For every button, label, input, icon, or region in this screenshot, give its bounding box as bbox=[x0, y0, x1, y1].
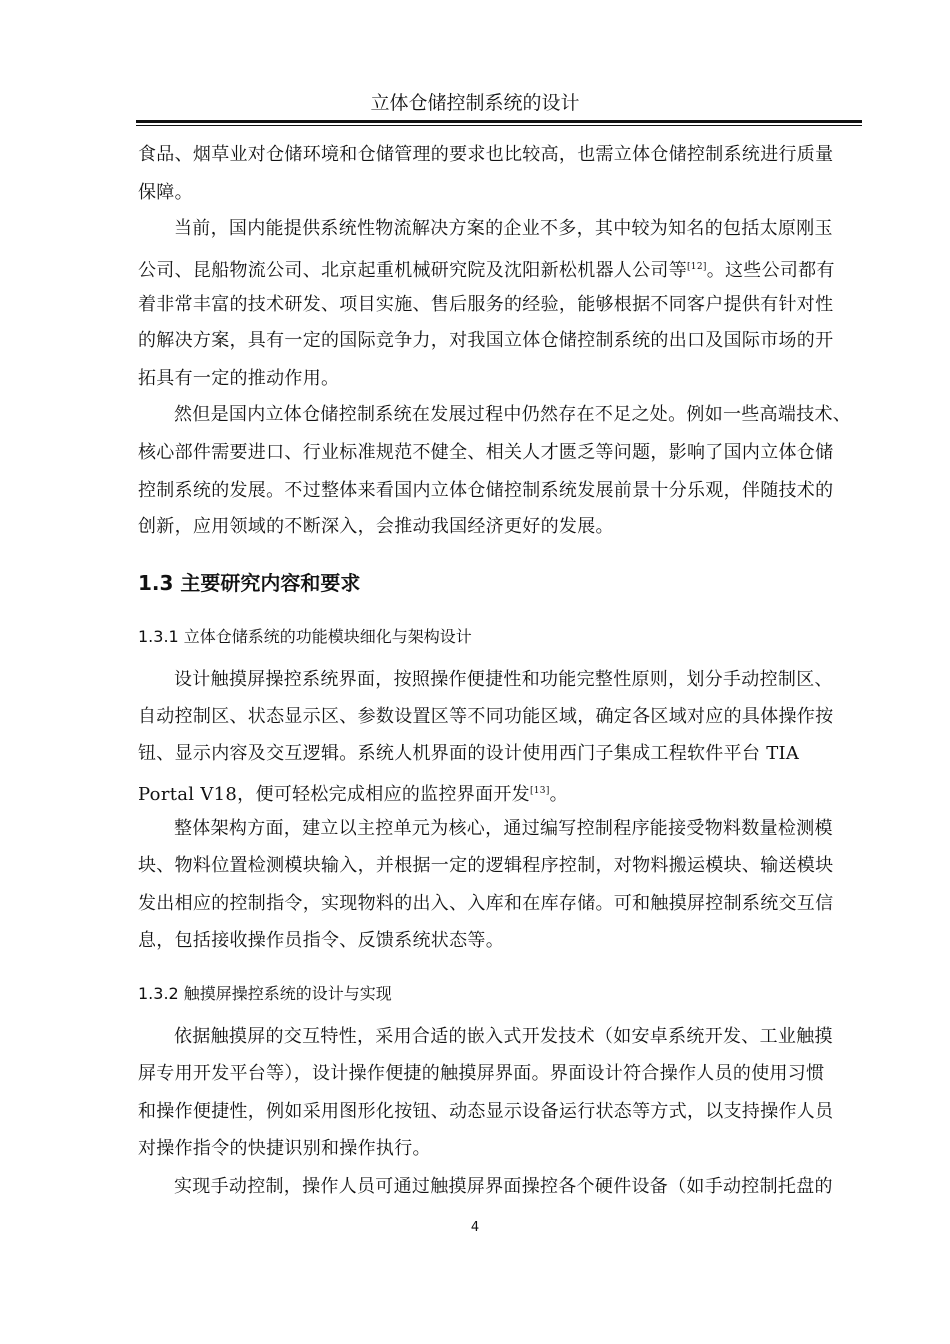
page-number: 4 bbox=[470, 1220, 480, 1235]
header-rule-thick bbox=[136, 120, 862, 123]
text-line: 拓具有一定的推动作用。 bbox=[138, 368, 340, 389]
text-line: 控制系统的发展。不过整体来看国内立体仓储控制系统发展前景十分乐观，伴随技术的 bbox=[138, 480, 834, 501]
text: 公司、昆船物流公司、北京起重机械研究院及沈阳新松机器人公司等 bbox=[138, 260, 687, 281]
text-line: 依据触摸屏的交互特性，采用合适的嵌入式开发技术（如安卓系统开发、工业触摸 bbox=[174, 1026, 833, 1047]
text-line: 块、物料位置检测模块输入，并根据一定的逻辑程序控制，对物料搬运模块、输送模块 bbox=[138, 855, 834, 876]
text-line bbox=[138, 779, 862, 807]
text-line: 发出相应的控制指令，实现物料的出入、入库和在库存储。可和触摸屏控制系统交互信 bbox=[138, 893, 834, 914]
text-line: 对操作指令的快捷识别和操作执行。 bbox=[138, 1138, 431, 1159]
text-line: 屏专用开发平台等），设计操作便捷的触摸屏界面。界面设计符合操作人员的使用习惯 bbox=[138, 1063, 825, 1084]
text-line: 的解决方案，具有一定的国际竞争力，对我国立体仓储控制系统的出口及国际市场的开 bbox=[138, 330, 834, 351]
text-line: 当前，国内能提供系统性物流解决方案的企业不多，其中较为知名的包括太原刚玉 bbox=[174, 218, 833, 239]
text: Portal V18，便可轻松完成相应的监控界面开发 bbox=[138, 784, 530, 805]
subsection-heading: 1.3.2 触摸屏操控系统的设计与实现 bbox=[138, 984, 392, 1003]
text-line bbox=[138, 255, 862, 283]
text-line: 息，包括接收操作员指令、反馈系统状态等。 bbox=[138, 930, 504, 951]
subsection-heading: 1.3.1 立体仓储系统的功能模块细化与架构设计 bbox=[138, 627, 472, 646]
header-rule-thin bbox=[136, 125, 862, 126]
text-line: 然但是国内立体仓储控制系统在发展过程中仍然存在不足之处。例如一些高端技术、 bbox=[174, 404, 852, 425]
text-line: 和操作便捷性，例如采用图形化按钮、动态显示设备运行状态等方式，以支持操作人员 bbox=[138, 1101, 834, 1122]
citation: [13] bbox=[529, 786, 550, 796]
text-line: 实现手动控制，操作人员可通过触摸屏界面操控各个硬件设备（如手动控制托盘的 bbox=[174, 1176, 833, 1197]
text-line: 整体架构方面，建立以主控单元为核心，通过编写控制程序能接受物料数量检测模 bbox=[174, 818, 833, 839]
text-line: 自动控制区、状态显示区、参数设置区等不同功能区域，确定各区域对应的具体操作按 bbox=[138, 706, 834, 727]
text: 。这些公司都有 bbox=[706, 260, 835, 281]
text-line: 着非常丰富的技术研发、项目实施、售后服务的经验，能够根据不同客户提供有针对性 bbox=[138, 294, 834, 315]
section-heading: 1.3 主要研究内容和要求 bbox=[138, 571, 361, 595]
text-line: 食品、烟草业对仓储环境和仓储管理的要求也比较高，也需立体仓储控制系统进行质量 bbox=[138, 144, 834, 165]
running-header: 立体仓储控制系统的设计 bbox=[370, 92, 580, 114]
text-line: 保障。 bbox=[138, 182, 193, 203]
text-line: 钮、显示内容及交互逻辑。系统人机界面的设计使用西门子集成工程软件平台 TIA bbox=[138, 743, 800, 764]
text-line: 核心部件需要进口、行业标准规范不健全、相关人才匮乏等问题，影响了国内立体仓储 bbox=[138, 442, 834, 463]
text: 。 bbox=[549, 784, 568, 805]
text-line: 创新，应用领域的不断深入，会推动我国经济更好的发展。 bbox=[138, 516, 614, 537]
citation: [12] bbox=[687, 262, 707, 272]
text-line: 设计触摸屏操控系统界面，按照操作便捷性和功能完整性原则，划分手动控制区、 bbox=[174, 669, 833, 690]
